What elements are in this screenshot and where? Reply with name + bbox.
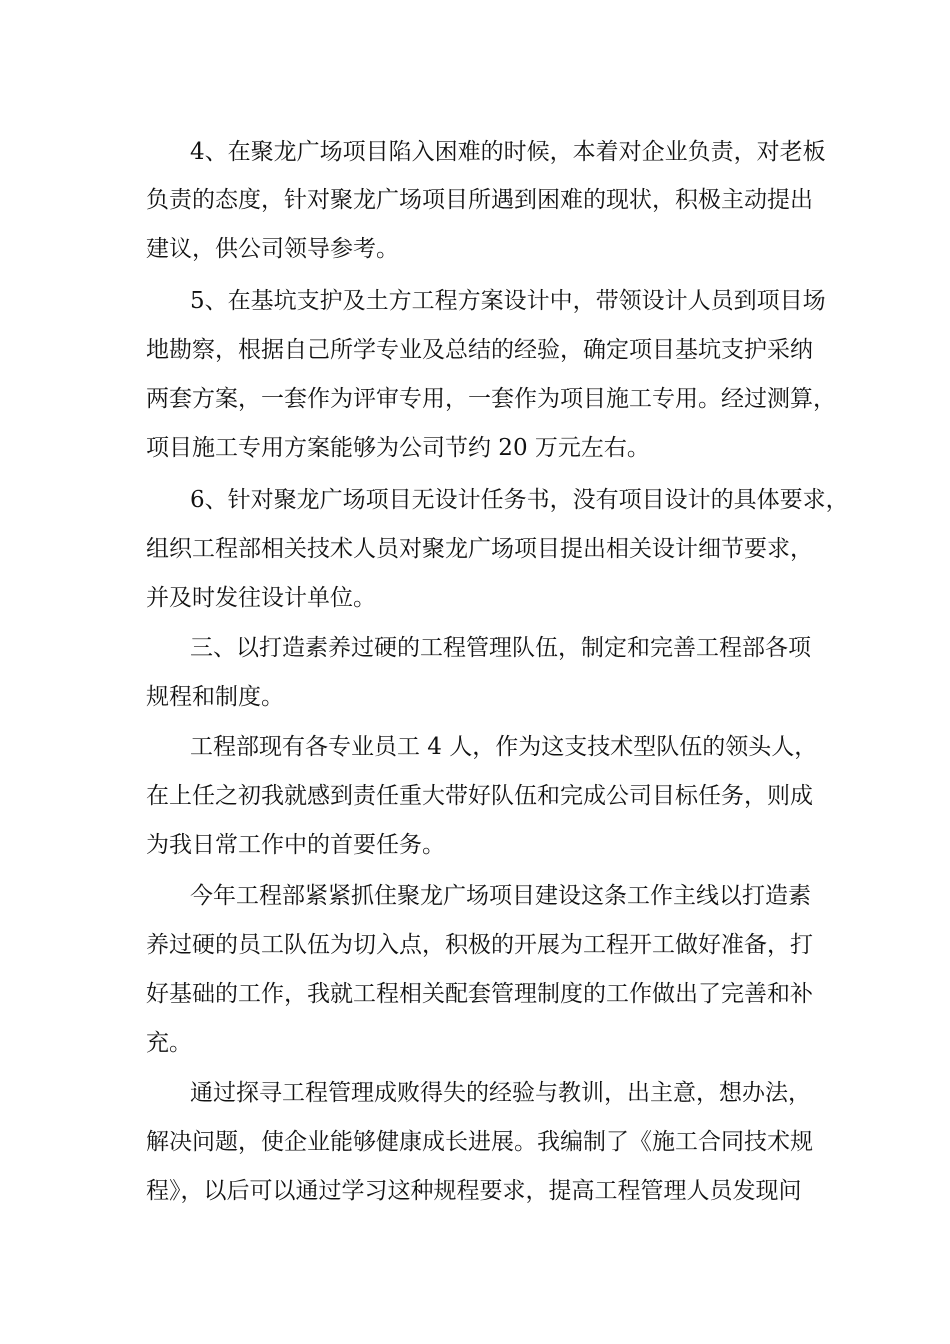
paragraph-line: 5、在基坑支护及土方工程方案设计中，带领设计人员到项目场: [190, 288, 826, 314]
paragraph-line: 充。: [146, 1030, 192, 1056]
paragraph-line: 地勘察，根据自己所学专业及总结的经验，确定项目基坑支护采纳: [146, 337, 813, 363]
paragraph-line: 程》，以后可以通过学习这种规程要求，提高工程管理人员发现问: [146, 1178, 802, 1204]
paragraph-line: 工程部现有各专业员工 4 人，作为这支技术型队伍的领头人，: [190, 734, 818, 760]
paragraph-line: 建议，供公司领导参考。: [146, 236, 399, 262]
paragraph-line: 4、在聚龙广场项目陷入困难的时候，本着对企业负责，对老板: [190, 139, 826, 165]
paragraph-line: 今年工程部紧紧抓住聚龙广场项目建设这条工作主线以打造素: [190, 883, 811, 909]
paragraph-line: 解决问题，使企业能够健康成长进展。我编制了《施工合同技术规: [146, 1129, 813, 1155]
paragraph-line: 两套方案，一套作为评审专用，一套作为项目施工专用。经过测算，: [146, 386, 836, 412]
paragraph-line: 项目施工专用方案能够为公司节约 20 万元左右。: [146, 435, 650, 461]
paragraph-line: 并及时发往设计单位。: [146, 585, 376, 611]
paragraph-line: 组织工程部相关技术人员对聚龙广场项目提出相关设计细节要求，: [146, 536, 813, 562]
paragraph-line: 好基础的工作，我就工程相关配套管理制度的工作做出了完善和补: [146, 981, 813, 1007]
paragraph-line: 通过探寻工程管理成败得失的经验与教训，出主意，想办法，: [190, 1080, 811, 1106]
section-heading-line: 三、以打造素养过硬的工程管理队伍，制定和完善工程部各项: [190, 635, 811, 661]
paragraph-line: 负责的态度，针对聚龙广场项目所遇到困难的现状，积极主动提出: [146, 187, 813, 213]
section-heading-line: 规程和制度。: [146, 684, 284, 710]
paragraph-line: 在上任之初我就感到责任重大带好队伍和完成公司目标任务，则成: [146, 783, 813, 809]
paragraph-line: 6、针对聚龙广场项目无设计任务书，没有项目设计的具体要求，: [190, 487, 849, 513]
paragraph-line: 养过硬的员工队伍为切入点，积极的开展为工程开工做好准备，打: [146, 932, 813, 958]
paragraph-line: 为我日常工作中的首要任务。: [146, 832, 445, 858]
